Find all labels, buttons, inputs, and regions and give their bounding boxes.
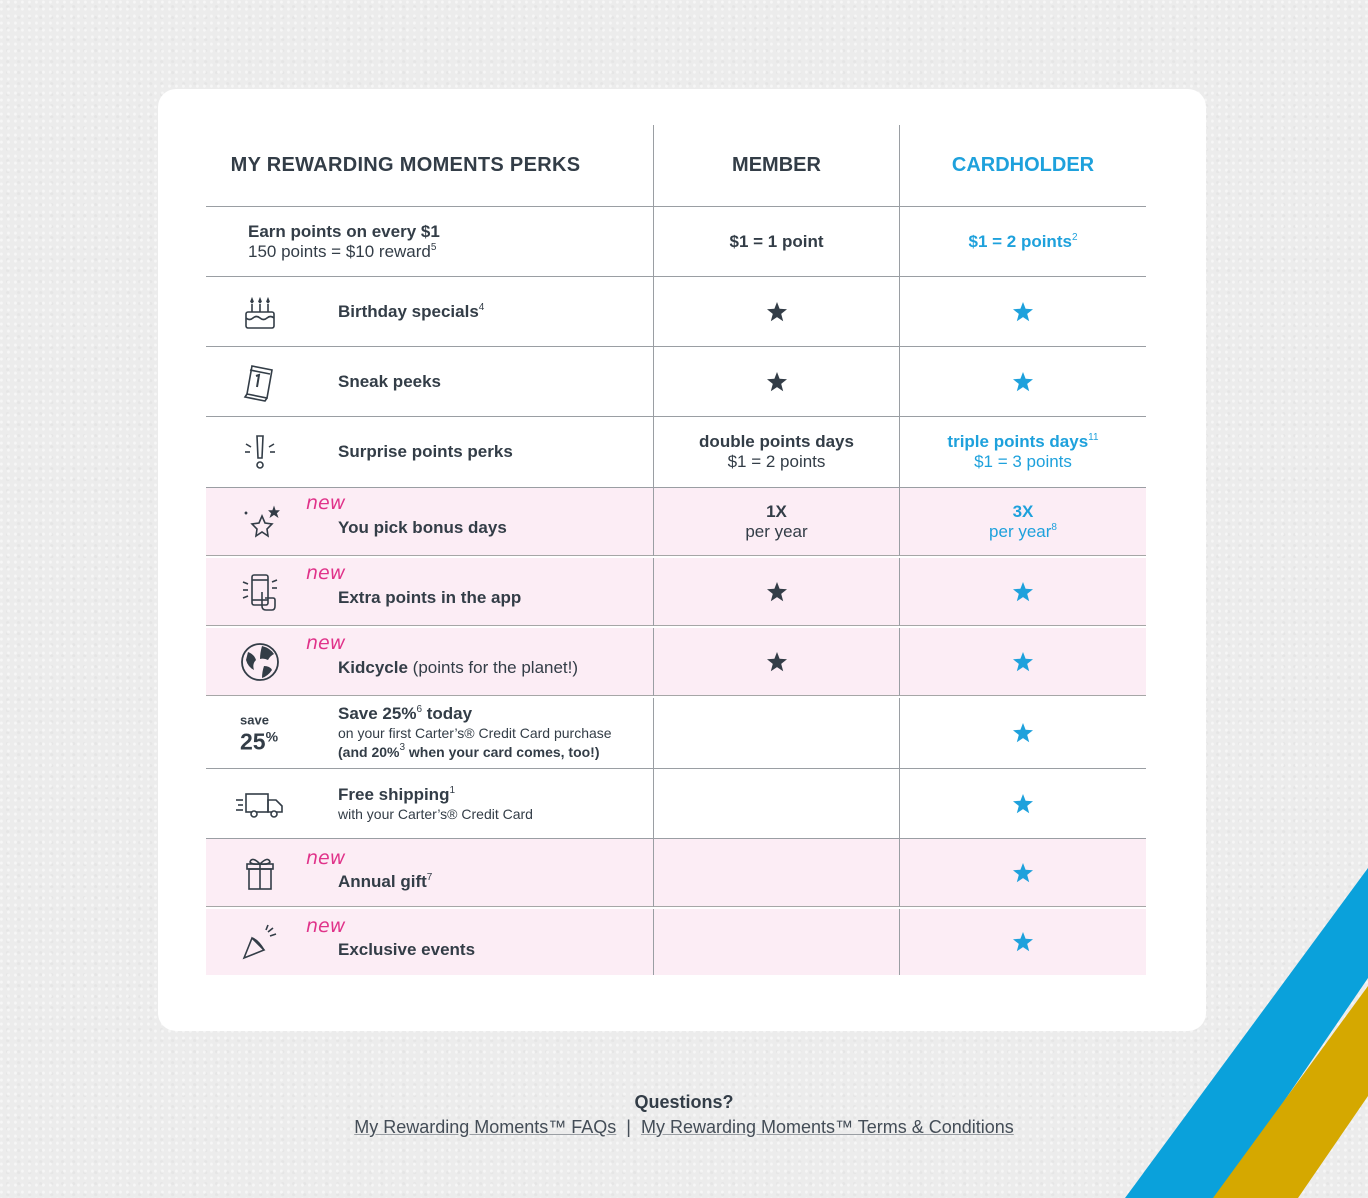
cardholder-value: triple points days — [947, 432, 1089, 451]
calendar-icon — [238, 360, 282, 404]
cardholder-star-icon — [1012, 931, 1034, 953]
perk-subtitle: 150 points = $10 reward — [248, 241, 431, 261]
cardholder-star-icon — [1012, 581, 1034, 603]
member-value: 1X — [766, 502, 787, 521]
perk-title: Kidcycle — [338, 658, 408, 677]
member-column-header: MEMBER — [653, 125, 899, 206]
sparkle-star-icon — [238, 500, 282, 544]
table-row-annual-gift — [206, 839, 1146, 909]
perk-title: Earn points on every $1 — [248, 221, 440, 241]
member-value: double points days — [699, 432, 854, 451]
table-row-kidcycle — [206, 628, 1146, 698]
member-value-detail: $1 = 2 points — [727, 452, 826, 471]
new-badge: new — [306, 915, 346, 937]
cardholder-star-icon — [1012, 301, 1034, 323]
member-value: $1 = 1 point — [729, 231, 824, 251]
perk-title: Free shipping — [338, 785, 450, 804]
perk-detail: with your Carter’s® Credit Card — [338, 806, 533, 822]
footer — [0, 1090, 1368, 1140]
perk-detail-bold: (and 20% — [338, 744, 400, 760]
cardholder-star-icon — [1012, 862, 1034, 884]
footnote: 6 — [416, 704, 423, 715]
table-row-sneak-peeks — [206, 347, 1146, 417]
cardholder-value: 3X — [1012, 502, 1034, 521]
perk-title: Save 25% — [338, 704, 417, 723]
new-badge: new — [306, 632, 346, 654]
member-star-icon — [766, 301, 788, 323]
cardholder-star-icon — [1012, 371, 1034, 393]
perk-title: Exclusive events — [338, 940, 476, 959]
badge-label: save — [240, 712, 269, 728]
perk-title: Annual gift — [338, 872, 427, 891]
member-star-icon — [766, 371, 788, 393]
perk-title: Surprise points perks — [338, 442, 513, 461]
badge-percent: % — [265, 728, 279, 745]
cardholder-column-header: CARDHOLDER — [899, 125, 1146, 206]
table-row-app-points — [206, 558, 1146, 628]
table-row-surprise-points — [206, 417, 1146, 488]
party-popper-icon — [238, 920, 282, 964]
birthday-cake-icon — [238, 290, 282, 334]
footnote: 8 — [1051, 522, 1057, 533]
exclamation-icon — [238, 430, 282, 474]
perk-title: Sneak peeks — [338, 371, 442, 391]
questions-heading: Questions? — [634, 1092, 734, 1112]
perks-column-header: MY REWARDING MOMENTS PERKS — [230, 154, 581, 176]
globe-icon — [238, 640, 282, 684]
footnote: 3 — [399, 742, 406, 753]
phone-tap-icon — [238, 570, 282, 614]
table-row-earn-points — [206, 207, 1146, 277]
perk-title: Extra points in the app — [338, 588, 522, 607]
cardholder-value: $1 = 2 points — [968, 231, 1072, 251]
terms-link[interactable]: My Rewarding Moments™ Terms & Conditions — [640, 1117, 1014, 1137]
footnote: 4 — [478, 301, 485, 313]
table-row-exclusive-events — [206, 909, 1146, 975]
cardholder-star-icon — [1012, 722, 1034, 744]
cardholder-star-icon — [1012, 793, 1034, 815]
save-25-badge — [240, 713, 278, 754]
perk-detail-bold-end: when your card comes, too!) — [408, 744, 600, 760]
perks-card — [158, 89, 1206, 1031]
new-badge: new — [306, 562, 346, 584]
table-row-birthday — [206, 277, 1146, 347]
badge-number: 25 — [240, 728, 266, 755]
perk-title: Birthday specials — [338, 301, 479, 321]
member-value-detail: per year — [745, 522, 808, 541]
table-header — [206, 125, 1146, 207]
perk-title-note: (points for the planet!) — [412, 658, 579, 677]
table-row-save-25 — [206, 698, 1146, 769]
perks-table — [206, 125, 1146, 975]
new-badge: new — [306, 847, 346, 869]
cardholder-value-detail: $1 = 3 points — [974, 452, 1072, 471]
new-badge: new — [306, 492, 346, 514]
table-row-bonus-days — [206, 488, 1146, 558]
footnote: 1 — [449, 785, 456, 796]
delivery-truck-icon — [234, 782, 288, 826]
table-row-free-shipping — [206, 769, 1146, 839]
cardholder-star-icon — [1012, 651, 1034, 673]
faq-link[interactable]: My Rewarding Moments™ FAQs — [354, 1117, 617, 1137]
member-star-icon — [766, 651, 788, 673]
gift-icon — [238, 851, 282, 895]
member-star-icon — [766, 581, 788, 603]
link-separator: | — [626, 1117, 631, 1137]
perk-detail: on your first Carter’s® Credit Card purchase — [338, 725, 612, 741]
perk-title: You pick bonus days — [338, 518, 507, 537]
footnote: 5 — [430, 241, 437, 253]
footnote: 2 — [1071, 231, 1078, 243]
footnote: 7 — [426, 872, 433, 883]
perk-title-suffix: today — [426, 704, 473, 723]
footnote: 11 — [1088, 432, 1099, 443]
cardholder-value-detail: per year — [989, 522, 1052, 541]
